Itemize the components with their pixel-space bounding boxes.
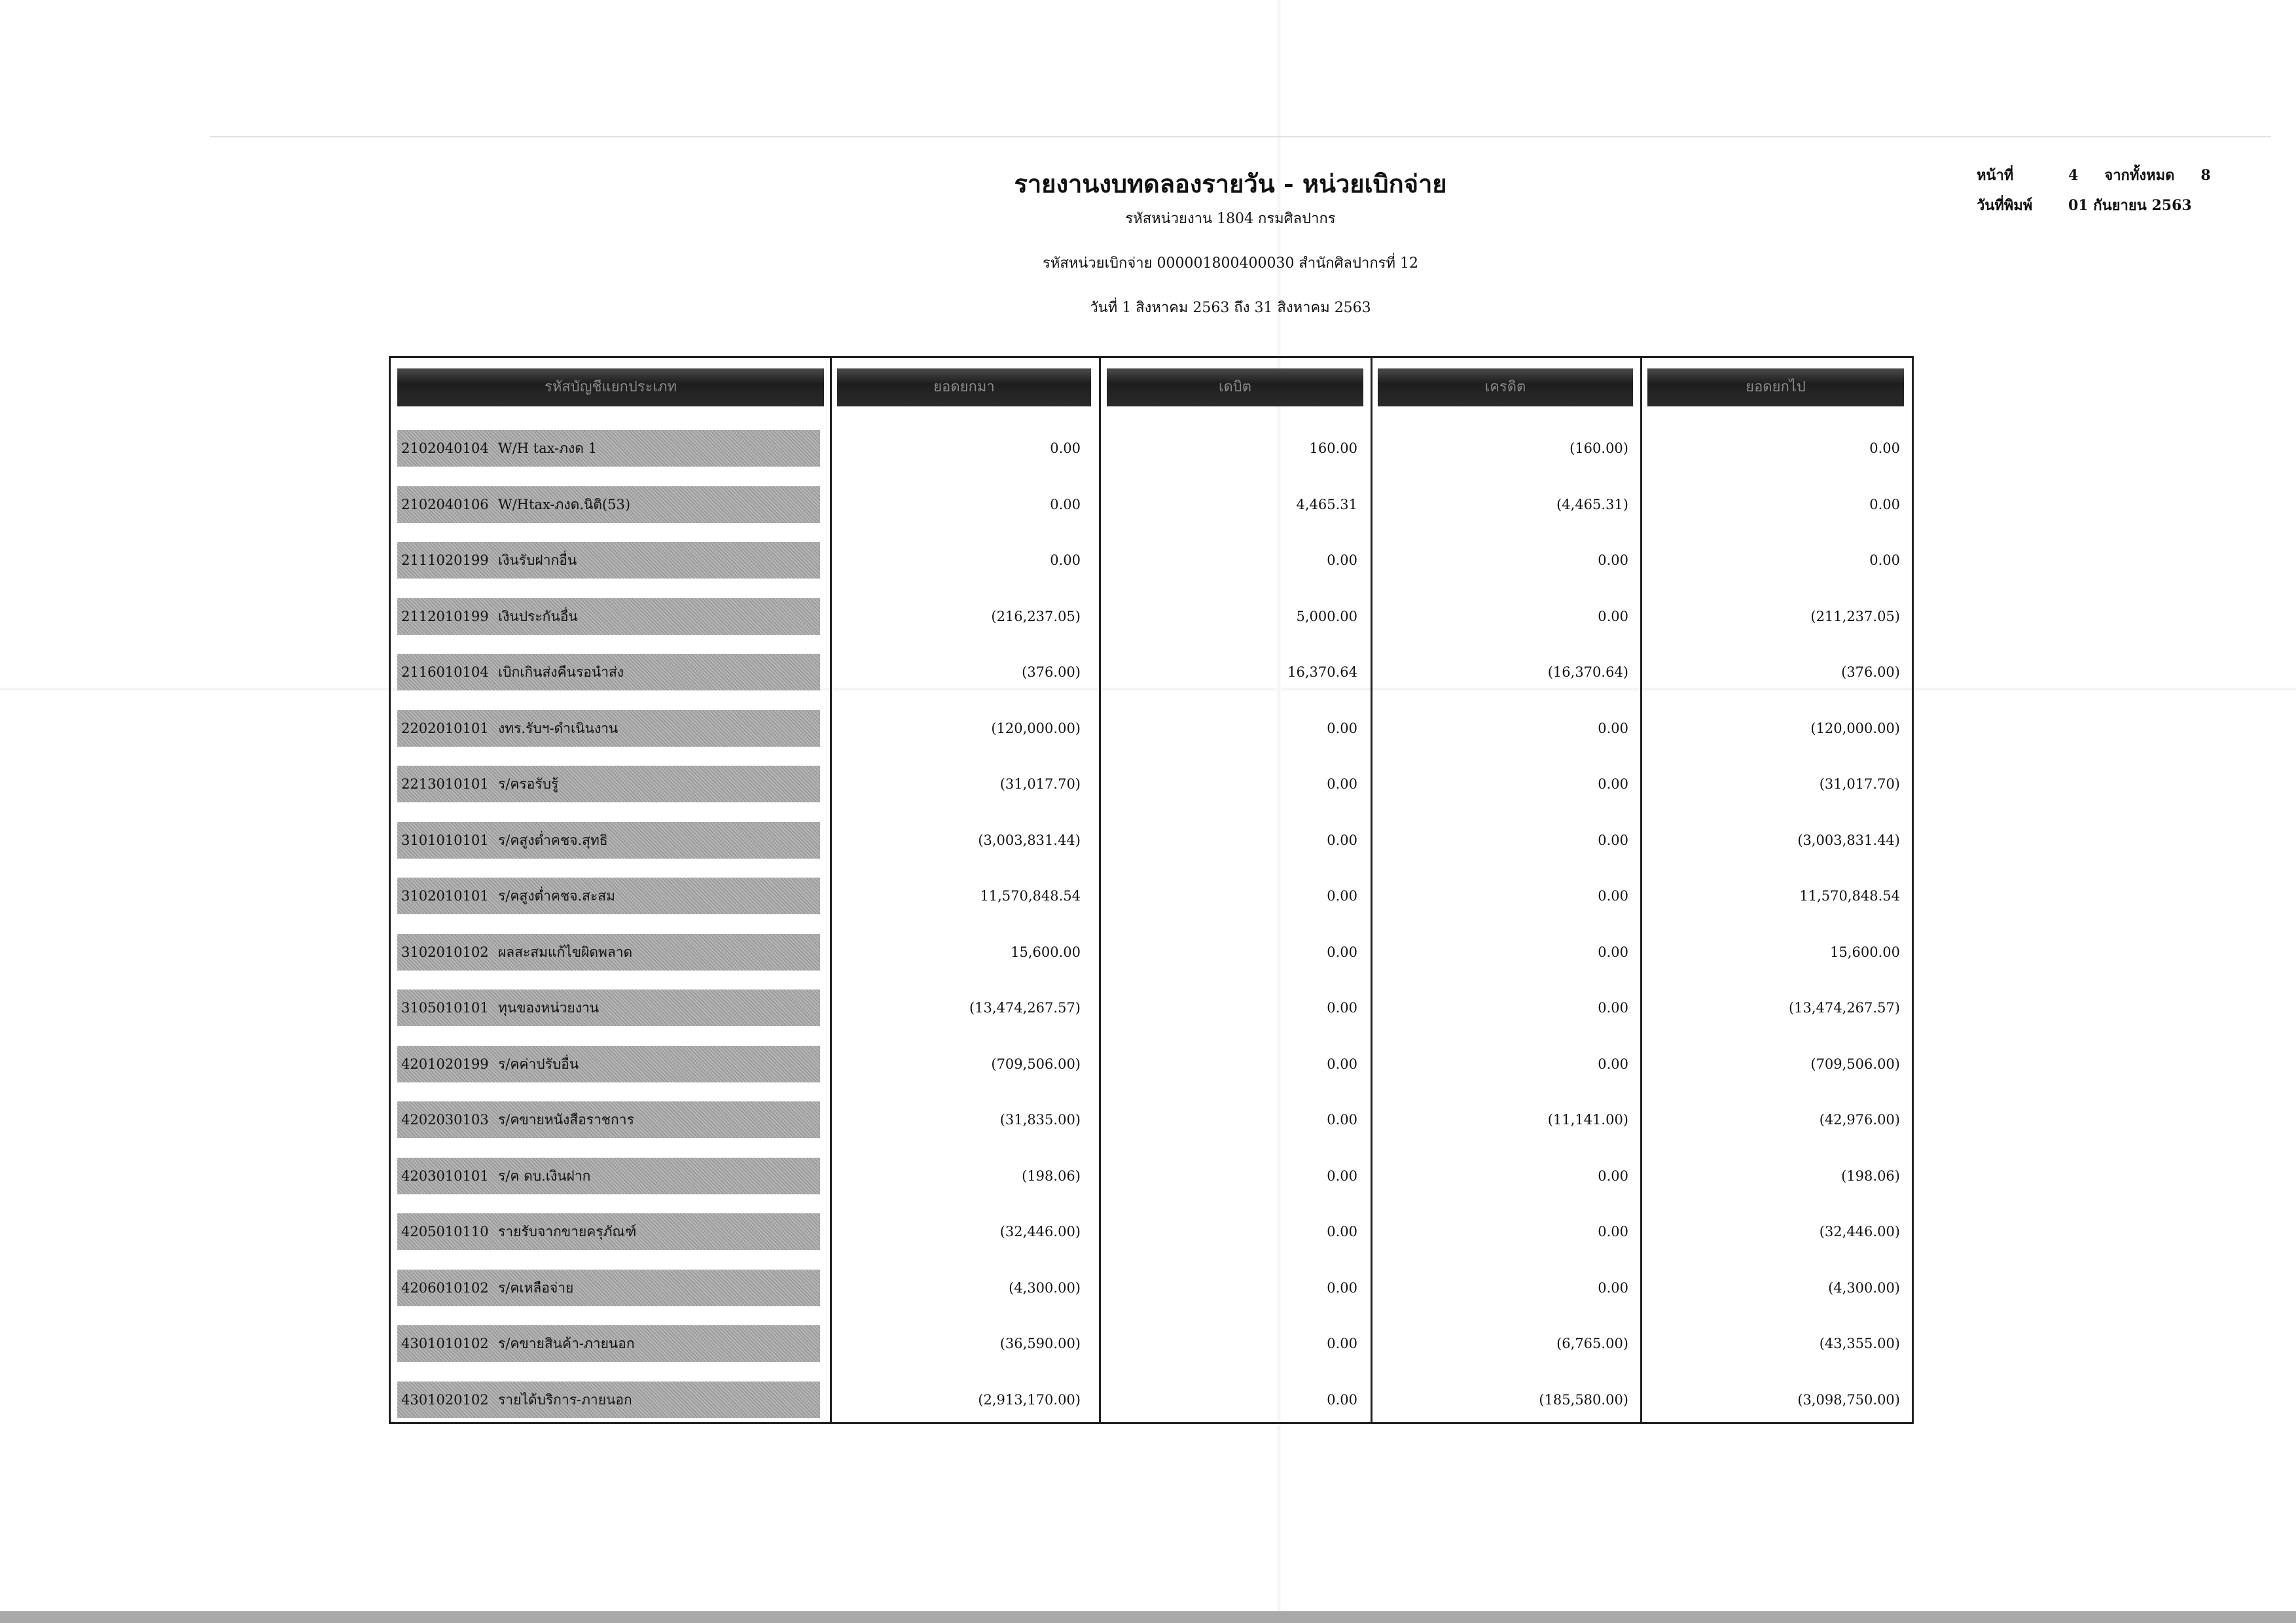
account-code: 3102010102 (401, 944, 489, 960)
account-name: ร/ครอรับรู้ (498, 776, 559, 792)
opening-balance: (376.00) (1022, 664, 1081, 680)
table-row (391, 710, 1912, 749)
closing-balance: (211,237.05) (1810, 608, 1900, 624)
debit-amount: 0.00 (1327, 1000, 1357, 1016)
account-cell (397, 1213, 820, 1250)
account-name: ร/คเหลือจ่าย (498, 1279, 574, 1296)
account-cell (397, 598, 820, 635)
account-cell (397, 766, 820, 802)
debit-amount: 0.00 (1327, 720, 1357, 736)
closing-balance: (43,355.00) (1819, 1336, 1900, 1351)
account-name: ร/คสูงต่ำคชจ.สุทธิ (498, 832, 608, 848)
credit-amount: 0.00 (1598, 1000, 1628, 1016)
table-row (391, 1270, 1912, 1309)
table-row (391, 766, 1912, 805)
account-code: 4301010102 (401, 1336, 489, 1351)
debit-amount: 5,000.00 (1296, 608, 1357, 624)
agency-line: รหัสหน่วยงาน 1804 กรมศิลปากร (1125, 211, 1336, 227)
account-cell (397, 822, 820, 859)
closing-balance: (42,976.00) (1819, 1112, 1900, 1128)
account-cell (397, 1158, 820, 1194)
scan-rule (209, 136, 2271, 137)
credit-amount: 0.00 (1598, 1056, 1628, 1072)
debit-amount: 0.00 (1327, 1056, 1357, 1072)
credit-amount: 0.00 (1598, 1279, 1628, 1296)
account-name: W/Htax-ภงด.นิติ(53) (498, 496, 631, 512)
page-label: หน้าที่ (1977, 167, 2014, 184)
scan-bottom-edge (0, 1611, 2296, 1623)
account-name: ร/คขายสินค้า-ภายนอก (498, 1336, 635, 1351)
table-row (391, 1046, 1912, 1085)
account-name: ร/คสูงต่ำคชจ.สะสม (498, 888, 615, 904)
account-name: รายได้บริการ-ภายนอก (498, 1391, 632, 1408)
opening-balance: (31,835.00) (999, 1112, 1081, 1128)
total-pages: 8 (2200, 167, 2211, 184)
closing-balance: 11,570,848.54 (1799, 888, 1900, 904)
debit-amount: 0.00 (1327, 1279, 1357, 1296)
opening-balance: 15,600.00 (1011, 944, 1081, 960)
account-code: 3102010101 (401, 888, 489, 904)
account-code: 2202010101 (401, 720, 489, 736)
closing-balance: 15,600.00 (1830, 944, 1900, 960)
account-name: เบิกเกินส่งคืนรอนำส่ง (498, 664, 624, 680)
closing-balance: 0.00 (1869, 496, 1900, 512)
print-date: 01 กันยายน 2563 (2068, 197, 2192, 214)
opening-balance: (32,446.00) (999, 1224, 1081, 1240)
opening-balance: (31,017.70) (999, 776, 1081, 792)
debit-amount: 0.00 (1327, 1336, 1357, 1351)
page-number: 4 (2068, 167, 2079, 184)
opening-balance: (3,003,831.44) (978, 832, 1081, 848)
header-credit: เครดิต (1378, 368, 1633, 406)
table-row (391, 822, 1912, 861)
closing-balance: 0.00 (1869, 552, 1900, 568)
debit-amount: 0.00 (1327, 944, 1357, 960)
debit-amount: 4,465.31 (1296, 496, 1357, 512)
account-code: 2112010199 (401, 608, 489, 624)
header-account: รหัสบัญชีแยกประเภท (397, 368, 824, 406)
debit-amount: 0.00 (1327, 888, 1357, 904)
credit-amount: (16,370.64) (1547, 664, 1628, 680)
closing-balance: (376.00) (1841, 664, 1900, 680)
table-row (391, 990, 1912, 1029)
account-code: 2213010101 (401, 776, 489, 792)
account-code: 3101010101 (401, 832, 489, 848)
account-cell (397, 1270, 820, 1306)
opening-balance: 11,570,848.54 (980, 888, 1081, 904)
account-name: เงินประกันอื่น (498, 608, 578, 624)
account-code: 4202030103 (401, 1112, 489, 1128)
disbursing-unit-line: รหัสหน่วยเบิกจ่าย 000001800400030 สำนักศิลปากรที่ 12 (1043, 255, 1418, 272)
account-code: 2111020199 (401, 552, 489, 568)
credit-amount: (6,765.00) (1556, 1336, 1628, 1351)
account-cell (397, 878, 820, 914)
account-code: 3105010101 (401, 1000, 489, 1016)
closing-balance: (198.06) (1841, 1168, 1900, 1184)
debit-amount: 0.00 (1327, 1224, 1357, 1240)
header-debit: เดบิต (1107, 368, 1363, 406)
account-code: 4206010102 (401, 1279, 489, 1296)
opening-balance: (198.06) (1022, 1168, 1081, 1184)
opening-balance: 0.00 (1050, 440, 1081, 456)
table-row (391, 934, 1912, 973)
table-row (391, 1158, 1912, 1197)
debit-amount: 0.00 (1327, 1168, 1357, 1184)
credit-amount: (4,465.31) (1556, 496, 1628, 512)
page-info (1977, 164, 2211, 187)
debit-amount: 0.00 (1327, 1112, 1357, 1128)
closing-balance: (4,300.00) (1828, 1279, 1900, 1296)
table-row (391, 542, 1912, 581)
closing-balance: 0.00 (1869, 440, 1900, 456)
account-name: รายรับจากขายครุภัณฑ์ (498, 1224, 637, 1240)
account-cell (397, 1046, 820, 1082)
opening-balance: (2,913,170.00) (978, 1391, 1081, 1408)
table-row (391, 598, 1912, 637)
account-cell (397, 486, 820, 523)
account-cell (397, 990, 820, 1026)
table-row (391, 1101, 1912, 1141)
account-code: 4203010101 (401, 1168, 489, 1184)
table-row (391, 486, 1912, 526)
opening-balance: (36,590.00) (999, 1336, 1081, 1351)
debit-amount: 0.00 (1327, 1391, 1357, 1408)
account-code: 2116010104 (401, 664, 489, 680)
account-code: 4201020199 (401, 1056, 489, 1072)
credit-amount: 0.00 (1598, 776, 1628, 792)
table-row (391, 430, 1912, 469)
credit-amount: 0.00 (1598, 1168, 1628, 1184)
account-name: W/H tax-ภงด 1 (498, 440, 597, 456)
opening-balance: (216,237.05) (991, 608, 1081, 624)
opening-balance: (13,474,267.57) (969, 1000, 1081, 1016)
account-name: งทร.รับฯ-ดำเนินงาน (498, 720, 619, 736)
credit-amount: (185,580.00) (1539, 1391, 1628, 1408)
credit-amount: (160.00) (1570, 440, 1628, 456)
print-date-label: วันที่พิมพ์ (1977, 197, 2033, 214)
account-cell (397, 710, 820, 747)
account-name: เงินรับฝากอื่น (498, 552, 577, 568)
credit-amount: 0.00 (1598, 1224, 1628, 1240)
credit-amount: 0.00 (1598, 552, 1628, 568)
opening-balance: 0.00 (1050, 496, 1081, 512)
debit-amount: 160.00 (1309, 440, 1357, 456)
closing-balance: (13,474,267.57) (1788, 1000, 1900, 1016)
debit-amount: 0.00 (1327, 552, 1357, 568)
closing-balance: (120,000.00) (1810, 720, 1900, 736)
closing-balance: (3,098,750.00) (1797, 1391, 1900, 1408)
debit-amount: 16,370.64 (1287, 664, 1357, 680)
account-cell (397, 1101, 820, 1138)
account-name: ร/คค่าปรับอื่น (498, 1056, 579, 1072)
opening-balance: 0.00 (1050, 552, 1081, 568)
table-row (391, 654, 1912, 693)
closing-balance: (31,017.70) (1819, 776, 1900, 792)
trial-balance-table (389, 356, 1914, 1424)
table-row (391, 1213, 1912, 1253)
account-cell (397, 1382, 820, 1418)
account-name: ร/คขายหนังสือราชการ (498, 1112, 634, 1128)
closing-balance: (709,506.00) (1810, 1056, 1900, 1072)
account-cell (397, 542, 820, 579)
account-cell (397, 430, 820, 467)
closing-balance: (3,003,831.44) (1797, 832, 1900, 848)
table-row (391, 1382, 1912, 1421)
credit-amount: 0.00 (1598, 832, 1628, 848)
print-date-info (1977, 194, 2192, 217)
credit-amount: 0.00 (1598, 720, 1628, 736)
account-code: 4301020102 (401, 1391, 489, 1408)
period-line: วันที่ 1 สิงหาคม 2563 ถึง 31 สิงหาคม 2563 (1090, 300, 1371, 316)
account-name: ร/ค ดบ.เงินฝาก (498, 1168, 591, 1184)
debit-amount: 0.00 (1327, 776, 1357, 792)
report-title: รายงานงบทดลองรายวัน - หน่วยเบิกจ่าย (1014, 169, 1447, 198)
credit-amount: 0.00 (1598, 944, 1628, 960)
account-code: 2102040106 (401, 496, 489, 512)
account-name: ทุนของหน่วยงาน (498, 1000, 600, 1016)
account-cell (397, 654, 820, 690)
total-label: จากทั้งหมด (2104, 167, 2175, 184)
account-cell (397, 934, 820, 971)
header-closing: ยอดยกไป (1647, 368, 1904, 406)
account-code: 2102040104 (401, 440, 489, 456)
account-cell (397, 1325, 820, 1362)
closing-balance: (32,446.00) (1819, 1224, 1900, 1240)
debit-amount: 0.00 (1327, 832, 1357, 848)
table-row (391, 878, 1912, 917)
credit-amount: 0.00 (1598, 608, 1628, 624)
opening-balance: (120,000.00) (991, 720, 1081, 736)
table-row (391, 1325, 1912, 1364)
header-opening: ยอดยกมา (837, 368, 1091, 406)
account-name: ผลสะสมแก้ไขผิดพลาด (498, 944, 633, 960)
opening-balance: (4,300.00) (1009, 1279, 1081, 1296)
account-code: 4205010110 (401, 1224, 489, 1240)
credit-amount: 0.00 (1598, 888, 1628, 904)
credit-amount: (11,141.00) (1547, 1112, 1628, 1128)
opening-balance: (709,506.00) (991, 1056, 1081, 1072)
